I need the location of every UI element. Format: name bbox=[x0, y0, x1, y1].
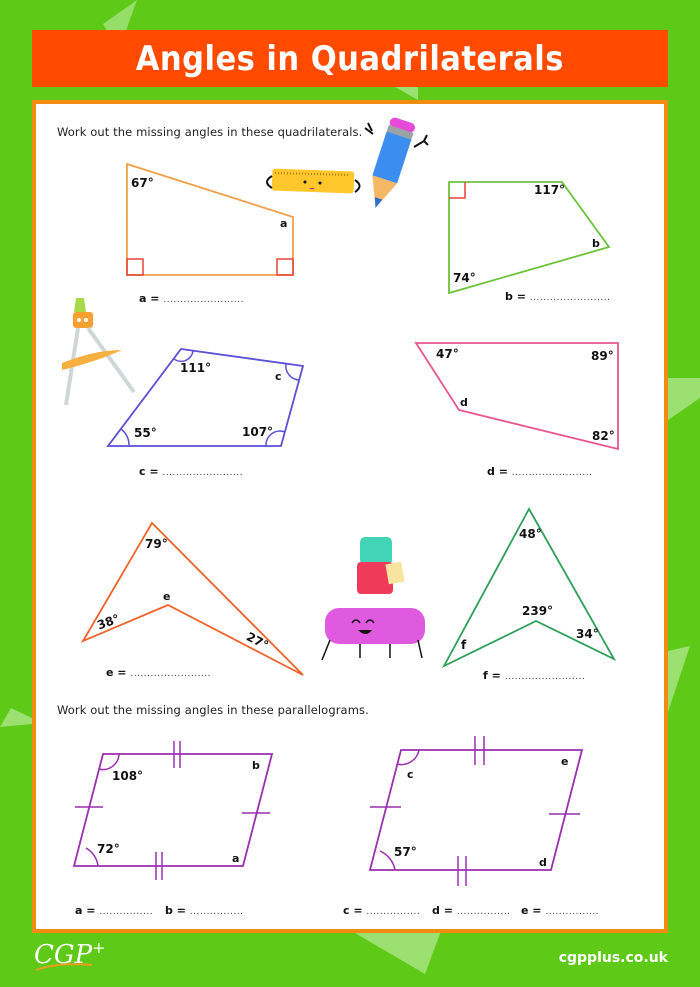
angle-label: d bbox=[539, 856, 547, 869]
angle-label: e bbox=[561, 755, 569, 768]
answer-a: a = ........................ bbox=[139, 292, 244, 305]
angle-label: d bbox=[460, 396, 468, 409]
angle-label: 38° bbox=[95, 611, 122, 633]
angle-label: 117° bbox=[534, 183, 566, 197]
angle-label: 57° bbox=[394, 845, 417, 859]
answer-parallelogram-b: b = ................ bbox=[165, 904, 244, 917]
ruler-icon bbox=[267, 169, 360, 194]
angle-label: 48° bbox=[519, 527, 542, 541]
angle-label: 107° bbox=[242, 425, 274, 439]
answer-d: d = ........................ bbox=[487, 465, 593, 478]
angle-label: 82° bbox=[592, 429, 615, 443]
angle-label: 67° bbox=[131, 176, 154, 190]
angle-label: f bbox=[461, 638, 467, 652]
angle-label: 111° bbox=[180, 361, 212, 375]
angle-label: 108° bbox=[112, 769, 144, 783]
answer-blank[interactable]: ........................ bbox=[163, 295, 244, 305]
angle-label: 27° bbox=[244, 629, 271, 653]
angle-label: e bbox=[163, 590, 171, 603]
right-angle-icon bbox=[277, 259, 293, 275]
answer-parallelogram-e: e = ................ bbox=[521, 904, 600, 917]
angle-label: 89° bbox=[591, 349, 614, 363]
angle-label: 55° bbox=[134, 426, 157, 440]
parallelogram-2 bbox=[370, 736, 582, 886]
quadrilateral-e bbox=[83, 523, 303, 675]
answer-blank[interactable]: ................ bbox=[189, 907, 244, 917]
page-title: Angles in Quadrilaterals bbox=[135, 38, 565, 79]
angle-label: b bbox=[252, 759, 260, 772]
answer-blank[interactable]: ........................ bbox=[511, 468, 593, 478]
instruction-parallelograms: Work out the missing angles in these parallelograms. bbox=[57, 703, 369, 717]
eraser-icon bbox=[357, 537, 405, 594]
angle-label: 34° bbox=[576, 627, 599, 641]
website-link[interactable]: cgpplus.co.uk bbox=[558, 950, 668, 966]
answer-blank[interactable]: ........................ bbox=[504, 672, 586, 682]
right-angle-icon bbox=[449, 182, 465, 198]
answer-blank[interactable]: ........................ bbox=[130, 669, 212, 679]
answer-blank[interactable]: ................ bbox=[456, 907, 511, 917]
answer-blank[interactable]: ........................ bbox=[529, 293, 611, 303]
answer-parallelogram-c: c = ................ bbox=[343, 904, 421, 917]
answer-c: c = ........................ bbox=[139, 465, 244, 478]
answer-e: e = ........................ bbox=[106, 666, 212, 679]
angle-label: 79° bbox=[145, 537, 168, 551]
angle-label: 239° bbox=[522, 604, 554, 618]
right-angle-icon bbox=[127, 259, 143, 275]
instruction-quadrilaterals: Work out the missing angles in these quadrilaterals. bbox=[57, 125, 363, 139]
angle-label: b bbox=[592, 237, 600, 250]
compass-icon bbox=[62, 298, 134, 405]
cgp-logo: CGP+ bbox=[34, 938, 106, 970]
answer-blank[interactable]: ................ bbox=[545, 907, 600, 917]
angle-label: 72° bbox=[97, 842, 120, 856]
answer-b: b = ........................ bbox=[505, 290, 611, 303]
angle-label: c bbox=[275, 370, 282, 383]
answer-blank[interactable]: ........................ bbox=[162, 468, 244, 478]
pencil-case-icon bbox=[322, 608, 425, 660]
answer-blank[interactable]: ................ bbox=[99, 907, 154, 917]
angle-label: 74° bbox=[453, 271, 476, 285]
answer-parallelogram-d: d = ................ bbox=[432, 904, 511, 917]
angle-label: 47° bbox=[436, 347, 459, 361]
pencil-icon bbox=[363, 116, 428, 212]
angle-label: c bbox=[407, 768, 414, 781]
answer-parallelogram-a: a = ................ bbox=[75, 904, 154, 917]
answer-blank[interactable]: ................ bbox=[366, 907, 421, 917]
angle-label: a bbox=[280, 217, 288, 230]
answer-f: f = ........................ bbox=[483, 669, 586, 682]
angle-label: a bbox=[232, 852, 240, 865]
parallelogram-1 bbox=[74, 741, 272, 880]
